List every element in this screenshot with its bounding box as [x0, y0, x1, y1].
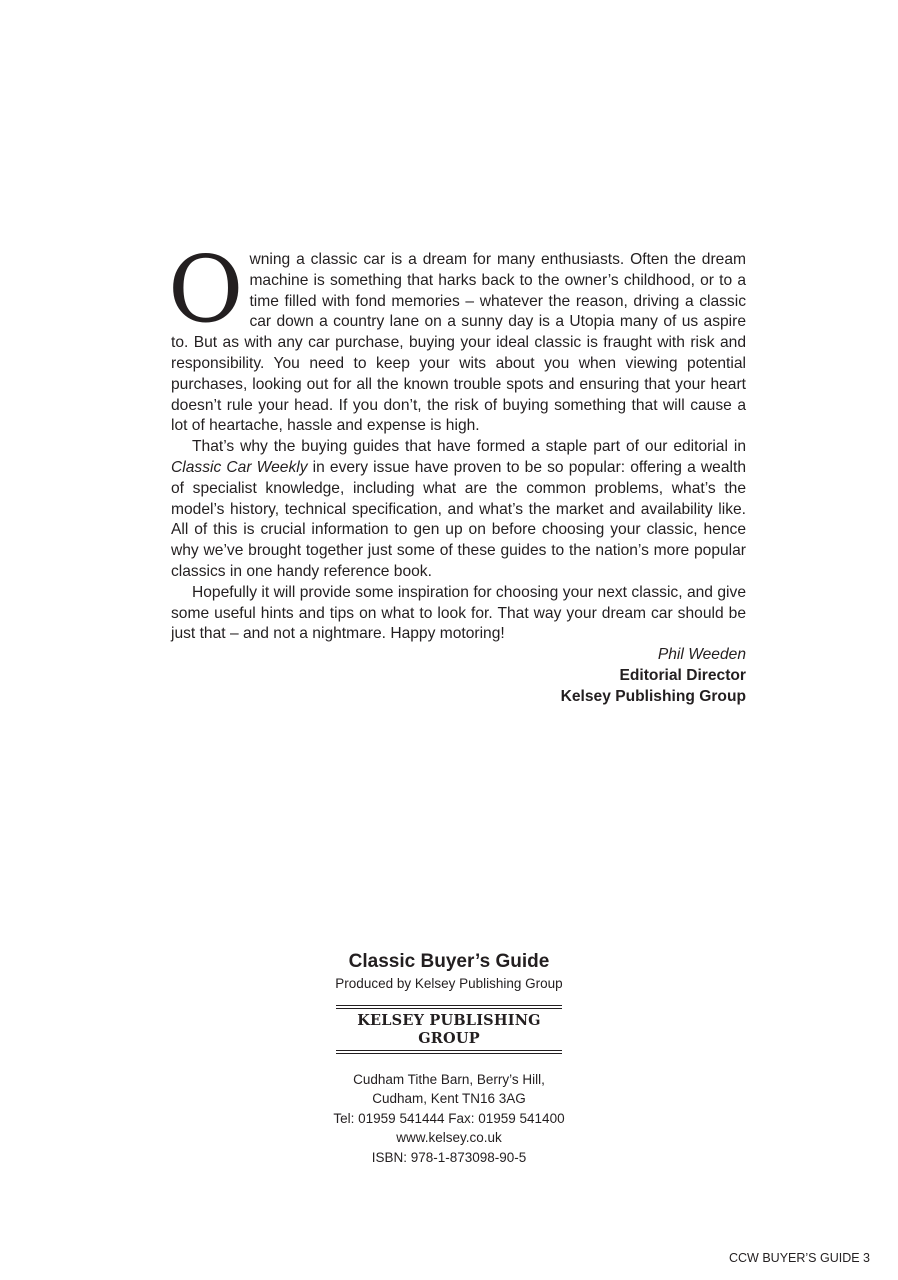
produced-by: Produced by Kelsey Publishing Group	[335, 976, 563, 991]
page-folio: CCW BUYER’S GUIDE 3	[729, 1251, 870, 1265]
isbn: ISBN: 978-1-873098-90-5	[371, 1149, 527, 1165]
colophon	[0, 950, 898, 1167]
editorial-paragraph-1	[168, 236, 746, 437]
editorial-paragraph-3: Hopefully it will provide some inspiration for choosing your next classic, and give some useful hints and tips on what to look for. That way your dream car should be just that – and not a nightmare. Happy motoring!	[171, 583, 746, 643]
drop-cap: O	[168, 236, 244, 343]
publisher-logo: KELSEY PUBLISHING GROUP	[336, 1005, 562, 1054]
signoff-role: Editorial Director	[619, 666, 746, 684]
book-title: Classic Buyer’s Guide	[348, 951, 550, 972]
address-line-1: Cudham Tithe Barn, Berry’s Hill,	[353, 1072, 545, 1087]
signoff	[171, 645, 746, 707]
editorial-text	[168, 236, 746, 708]
website: www.kelsey.co.uk	[396, 1130, 502, 1146]
editorial-paragraph-1-text: wning a classic car is a dream for many enthusiasts. Often the dream machine is something that harks back to the owner’s childhood, or to a time filled with fond memories – whatever the reason, driving a classic car down a country lane on a sunny day is a Utopia many of us aspire to. But as with any car purchase, buying your ideal classic is fraught with risk and responsibility. You need to keep your wits about you when viewing potential purchases, looking out for all the known trouble spots and ensuring that your heart doesn’t rule your head. If you don’t, the risk of buying something that will cause a lot of heartache, hassle and expense is high.	[171, 251, 746, 435]
editorial-paragraph-2	[171, 437, 746, 583]
signoff-name: Phil Weeden	[657, 646, 746, 664]
editorial-paragraph-2-start: That’s why the buying guides that have formed a staple part of our editorial in	[192, 438, 746, 456]
publisher-address	[0, 1070, 898, 1167]
signoff-company: Kelsey Publishing Group	[560, 687, 746, 705]
editorial-paragraph-2-end: in every issue have proven to be so popular: offering a wealth of specialist knowledge, including what are the common problems, what’s the model’s history, technical specification, and what’s the market and availability like. All of this is crucial information to gen up on before choosing your classic, hence why we’ve brought together just some of these guides to the nation’s more popular classics in one handy reference book.	[171, 458, 746, 580]
address-line-2: Cudham, Kent TN16 3AG	[372, 1091, 526, 1107]
magazine-title-italic: Classic Car Weekly	[171, 458, 308, 476]
phone-fax: Tel: 01959 541444 Fax: 01959 541400	[333, 1110, 565, 1126]
